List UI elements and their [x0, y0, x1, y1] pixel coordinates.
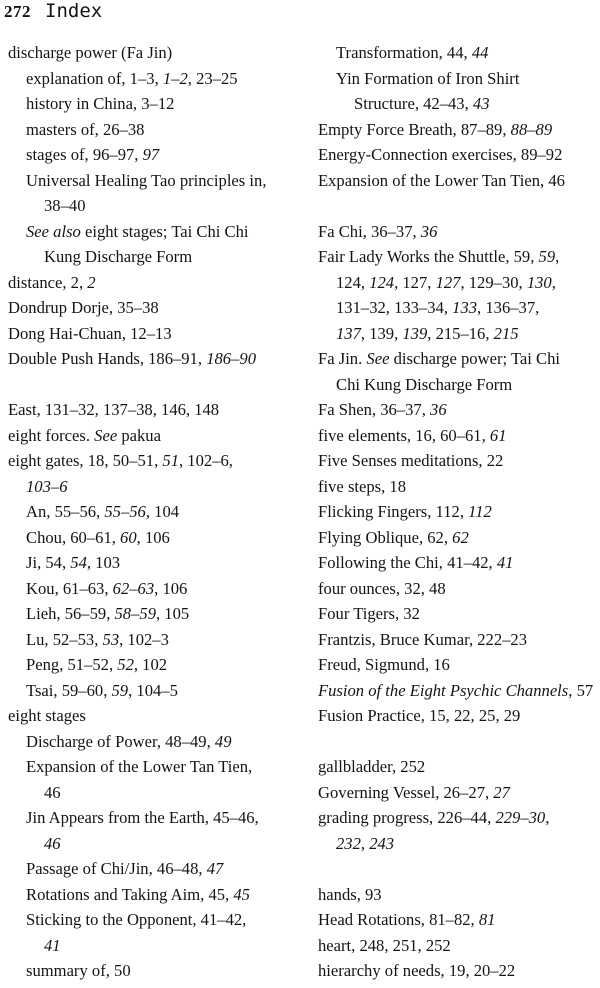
index-entry [318, 117, 600, 143]
entry-text: , [360, 833, 370, 853]
entry-text: 44 [471, 43, 489, 62]
entry-text: 36 [430, 400, 447, 419]
entry-text: eight stages [8, 706, 86, 725]
index-subentry [8, 652, 308, 678]
entry-text: 232 [336, 833, 361, 853]
entry-text: Peng, 51–52, [26, 655, 118, 674]
index-entry [8, 448, 308, 499]
entry-text: Sticking to the Opponent, 41–42, [26, 910, 247, 929]
entry-text: hands, 93 [318, 884, 382, 904]
index-entry [8, 321, 308, 347]
index-subentry [8, 754, 308, 805]
index-subentry [8, 805, 308, 856]
index-entry [318, 550, 600, 576]
entry-text: , [551, 272, 556, 292]
entry-text: , [555, 247, 560, 266]
index-entry [318, 678, 600, 704]
entry-text: , 129–30, [460, 272, 527, 292]
entry-text: 27 [493, 782, 510, 802]
entry-text: 139 [402, 323, 428, 343]
entry-text: Universal Healing Tao principles in, [26, 170, 267, 190]
entry-text: eight forces. [8, 425, 95, 445]
section-gap [8, 372, 308, 398]
entry-text: Frantzis, Bruce Kumar, 222–23 [318, 629, 528, 649]
entry-text: 51 [162, 451, 179, 470]
entry-text: Transformation, 44, [336, 43, 472, 62]
index-subentry [8, 601, 308, 627]
entry-text: 130 [526, 272, 552, 292]
entry-text: 1–2 [162, 68, 188, 88]
entry-text: An, 55–56, [26, 502, 105, 521]
entry-text: Lieh, 56–59, [26, 604, 115, 623]
index-subentry [8, 627, 308, 653]
entry-text: 59 [111, 680, 129, 700]
entry-text: 133 [452, 298, 478, 317]
entry-text: , 106 [154, 578, 188, 598]
entry-text: Expansion of the Lower Tan Tien, 46 [318, 170, 565, 190]
entry-text: 58–59 [114, 604, 156, 623]
entry-text: , 104–5 [128, 680, 178, 700]
index-entry [8, 295, 308, 321]
index-entry [318, 346, 600, 397]
index-entry [318, 448, 600, 474]
entry-text: East, 131–32, 137–38, 146, 148 [8, 400, 220, 419]
entry-text: 43 [472, 94, 490, 113]
index-entry [318, 652, 600, 678]
entry-text: 62–63 [112, 578, 155, 598]
entry-text: See [94, 425, 118, 445]
index-subentry [8, 882, 308, 908]
entry-text: 45 [233, 884, 250, 904]
entry-text: 54 [70, 553, 87, 572]
entry-text: 62 [452, 527, 469, 547]
entry-text: grading progress, 226–44, [318, 808, 496, 827]
entry-text: 229–30 [495, 808, 546, 827]
entry-text: summary of, 50 [26, 961, 131, 980]
index-subentry [8, 907, 308, 958]
index-entry [318, 754, 600, 780]
entry-text: , 215–16, [427, 323, 494, 343]
index-entry [318, 780, 600, 806]
index-subentry [8, 525, 308, 551]
entry-text: Five Senses meditations, 22 [318, 451, 504, 470]
entry-text: Fair Lady Works the Shuttle, 59, [318, 247, 539, 266]
entry-text: Fusion of the Eight Psychic Channels [318, 680, 569, 700]
entry-text: five elements, 16, 60–61, [318, 425, 490, 445]
index-entry [8, 346, 308, 372]
index-entry [318, 958, 600, 984]
entry-text: , 127, [394, 272, 436, 292]
index-entry [8, 40, 308, 66]
index-entry [318, 474, 600, 500]
entry-text: Fusion Practice, 15, 22, 25, 29 [318, 706, 521, 725]
index-subentry [8, 576, 308, 602]
entry-text: , 106 [136, 527, 170, 547]
index-entry [318, 168, 600, 194]
entry-text: Four Tigers, 32 [318, 604, 420, 623]
entry-text: heart, 248, 251, 252 [318, 935, 451, 955]
entry-text: masters of, 26–38 [26, 119, 145, 139]
entry-text: Ji, 54, [26, 553, 71, 572]
entry-text: Kung Discharge Form [44, 247, 193, 266]
index-subentry [8, 117, 308, 143]
entry-text: 53 [102, 629, 120, 649]
page-header [4, 0, 102, 22]
entry-text: Structure, 42–43, [354, 94, 473, 113]
entry-text: 215 [493, 323, 519, 343]
index-entry [318, 627, 600, 653]
entry-text: Fa Shen, 36–37, [318, 400, 431, 419]
entry-text: 55–56 [104, 502, 146, 521]
section-gap [318, 856, 600, 882]
entry-text: gallbladder, 252 [318, 757, 426, 776]
index-entry [318, 703, 600, 729]
entry-text: 243 [369, 833, 395, 853]
entry-text: Jin Appears from the Earth, 45–46, [26, 808, 259, 827]
entry-text: Rotations and Taking Aim, 45, [26, 884, 234, 904]
index-entry [8, 423, 308, 449]
entry-text: , 102–3 [119, 629, 169, 649]
entry-text: , 104 [145, 502, 180, 521]
entry-text: pakua [117, 425, 161, 445]
index-entry [318, 933, 600, 959]
index-entry [318, 423, 600, 449]
entry-text: eight stages; Tai Chi Chi [80, 221, 249, 241]
entry-text: Flying Oblique, 62, [318, 527, 453, 547]
entry-text: 47 [206, 859, 224, 878]
entry-text: Lu, 52–53, [26, 629, 103, 649]
entry-text: , 103 [86, 553, 121, 572]
index-subentry [8, 168, 308, 219]
index-entry [8, 270, 308, 296]
entry-text: discharge power; Tai Chi [389, 349, 561, 368]
entry-text: 41 [496, 553, 514, 572]
index-subentry [8, 499, 308, 525]
index-entry [318, 397, 600, 423]
entry-text: 186–90 [206, 349, 256, 368]
entry-text: 97 [142, 145, 160, 164]
entry-text: 81 [478, 910, 496, 929]
entry-text: 46 [44, 833, 61, 853]
entry-text: Energy-Connection exercises, 89–92 [318, 145, 563, 164]
entry-text: stages of, 96–97, [26, 145, 143, 164]
index-entry [8, 397, 308, 423]
entry-text: Chou, 60–61, [26, 527, 121, 547]
index-subentry [8, 729, 308, 755]
entry-text: 127 [435, 272, 461, 292]
entry-text: five steps, 18 [318, 476, 407, 496]
index-entry [318, 525, 600, 551]
index-entry [318, 882, 600, 908]
entry-text: 103–6 [26, 476, 68, 496]
entry-text: Double Push Hands, 186–91, [8, 349, 207, 368]
index-subentry [318, 66, 600, 117]
index-subentry [8, 550, 308, 576]
index-entry [318, 576, 600, 602]
index-subentry [8, 958, 308, 984]
entry-text: 52 [117, 655, 134, 674]
entry-text: hierarchy of needs, 19, 20–22 [318, 961, 516, 980]
entry-text: 137 [336, 323, 361, 343]
index-column-left [8, 40, 308, 984]
entry-text: Governing Vessel, 26–27, [318, 782, 494, 802]
entry-text: See [366, 349, 390, 368]
entry-text: history in China, 3–12 [26, 94, 175, 113]
section-gap [318, 729, 600, 755]
entry-text: 124, [336, 272, 370, 292]
index-entry [318, 805, 600, 856]
entry-text: 61 [489, 425, 507, 445]
entry-text: Head Rotations, 81–82, [318, 910, 479, 929]
index-entry [318, 907, 600, 933]
entry-text: Yin Formation of Iron Shirt [336, 68, 520, 88]
index-entry [318, 601, 600, 627]
index-subentry [8, 678, 308, 704]
index-subentry [8, 142, 308, 168]
entry-text: distance, 2, [8, 272, 88, 292]
entry-text: Fa Jin. [318, 349, 367, 368]
entry-text: Freud, Sigmund, 16 [318, 655, 450, 674]
entry-text: , 105 [155, 604, 190, 623]
entry-text: See also [26, 221, 81, 241]
index-subentry [8, 91, 308, 117]
entry-text: four ounces, 32, 48 [318, 578, 446, 598]
entry-text: Discharge of Power, 48–49, [26, 731, 215, 751]
entry-text: Fa Chi, 36–37, [318, 221, 421, 241]
entry-text: 131–32, 133–34, [336, 298, 453, 317]
index-column-right [318, 40, 600, 984]
entry-text: 46 [44, 782, 61, 802]
entry-text: 59 [538, 247, 556, 266]
entry-text: 41 [44, 935, 61, 955]
entry-text: Flicking Fingers, 112, [318, 502, 469, 521]
entry-text: Dondrup Dorje, 35–38 [8, 298, 159, 317]
entry-text: Empty Force Breath, 87–89, [318, 119, 511, 139]
entry-text: explanation of, 1–3, [26, 68, 163, 88]
entry-text: 124 [369, 272, 395, 292]
index-entry [8, 703, 308, 729]
index-subentry [318, 40, 600, 66]
index-subentry [8, 219, 308, 270]
entry-text: discharge power (Fa Jin) [8, 43, 173, 62]
entry-text: , 139, [360, 323, 403, 343]
index-subentry [8, 856, 308, 882]
entry-text: , [545, 808, 550, 827]
index-entry [318, 499, 600, 525]
index-subentry [8, 66, 308, 92]
entry-text: 60 [120, 527, 137, 547]
entry-text: Chi Kung Discharge Form [336, 374, 513, 394]
page-number: 272 [4, 2, 31, 21]
entry-text: , 102–6, [179, 451, 233, 470]
entry-text: Kou, 61–63, [26, 578, 113, 598]
entry-text: eight gates, 18, 50–51, [8, 451, 163, 470]
section-gap [318, 193, 600, 219]
index-entry [318, 142, 600, 168]
entry-text: Tsai, 59–60, [26, 680, 112, 700]
index-entry [318, 244, 600, 346]
entry-text: 2 [87, 272, 96, 292]
index-entry [318, 219, 600, 245]
entry-text: Dong Hai-Chuan, 12–13 [8, 323, 172, 343]
running-title: Index [45, 0, 103, 22]
entry-text: 38–40 [44, 196, 86, 215]
entry-text: , 23–25 [187, 68, 238, 88]
entry-text: , 136–37, [477, 298, 540, 317]
entry-text: Following the Chi, 41–42, [318, 553, 497, 572]
entry-text: 112 [468, 502, 492, 521]
entry-text: Expansion of the Lower Tan Tien, [26, 757, 253, 776]
entry-text: 36 [420, 221, 438, 241]
entry-text: 88–89 [510, 119, 553, 139]
entry-text: , 102 [133, 655, 168, 674]
entry-text: 49 [214, 731, 232, 751]
entry-text: Passage of Chi/Jin, 46–48, [26, 859, 207, 878]
entry-text: , 57 [568, 680, 594, 700]
